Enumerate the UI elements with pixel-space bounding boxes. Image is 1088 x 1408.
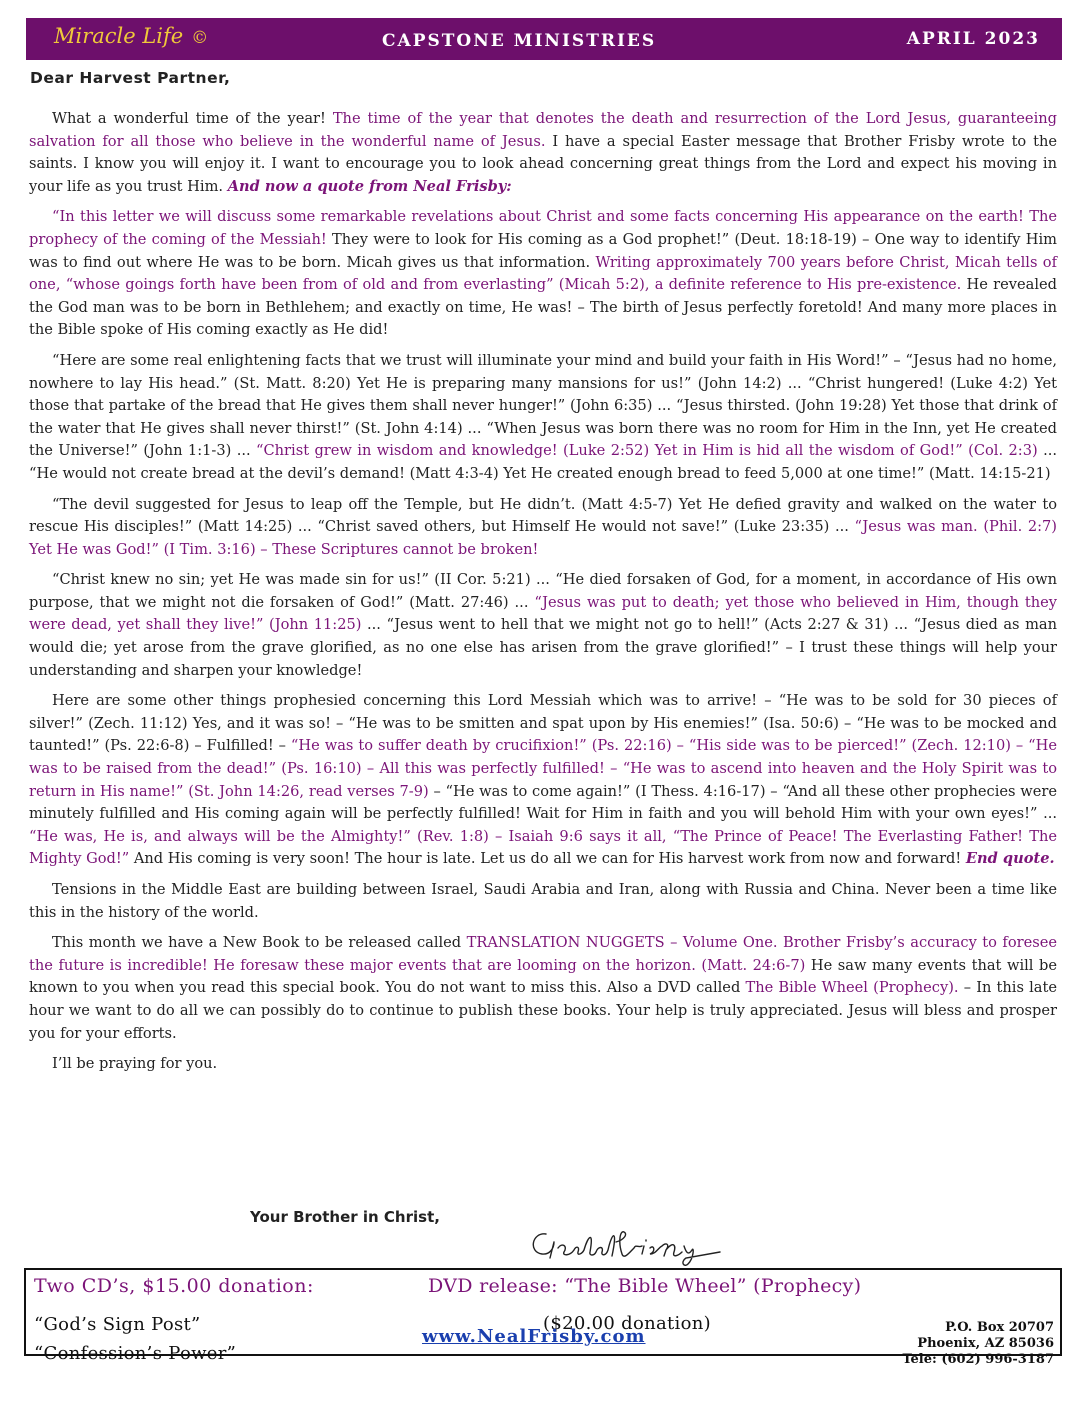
text: They were to look for His coming as a God prophet!” (Deut. 18:18-19) – One way to identify Him was to find out where He was to be born. Micah gives us that information.	[29, 230, 1057, 271]
copyright-symbol: ©	[191, 28, 209, 48]
highlight: “Christ grew in wisdom and knowledge! (Luke 2:52) Yet in Him is hid all the wisdom of God!” (Col. 2:3)	[256, 442, 1038, 460]
paragraph-6	[29, 690, 1057, 871]
letter-body	[29, 108, 1057, 1084]
highlight: Writing approximately 700 years before Christ, Micah tells of one, “whose goings forth have been from of old and from everlasting” (Micah 5:2), a definite reference to His pre-existence.	[29, 253, 1057, 294]
highlight: “Jesus was put to death; yet those who believed in Him, though they were dead, yet shall they live!” (John 11:25)	[29, 593, 1057, 634]
signature-image	[524, 1222, 724, 1266]
paragraph-9: I’ll be praying for you.	[52, 1055, 218, 1073]
text: “The devil suggested for Jesus to leap off the Temple, but He didn’t. (Matt 4:5-7) Yet He defied gravity and walked on the water to rescue His disciples!” (Matt 14:25) ... “Christ saved others, but Himself He would not save!” (Luke 23:35) ...	[29, 495, 1057, 536]
website-link[interactable]: www.NealFrisby.com	[422, 1326, 646, 1347]
quote-intro: And now a quote from Neal Frisby:	[227, 177, 512, 195]
mailing-address	[902, 1320, 1054, 1368]
greeting: Dear Harvest Partner,	[30, 69, 231, 87]
cd-title: “God’s Sign Post”	[34, 1314, 201, 1335]
brand-name: Miracle Life	[54, 24, 184, 48]
text: “Christ knew no sin; yet He was made sin for us!” (II Cor. 5:21) ... “He died forsaken of God, for a moment, in accordance of His own purpose, that we might not die forsaken of God!” (Matt. 27:46) ...	[29, 571, 1057, 611]
po-box: P.O. Box 20707	[945, 1320, 1054, 1335]
paragraph-5	[29, 569, 1057, 682]
paragraph-3	[29, 350, 1057, 486]
cd-title: “Confession’s Power”	[34, 1343, 237, 1364]
city-zip: Phoenix, AZ 85036	[917, 1336, 1054, 1351]
paragraph-8	[29, 932, 1057, 1045]
paragraph-2	[29, 206, 1057, 342]
end-quote: End quote.	[965, 850, 1055, 868]
masthead	[26, 18, 1062, 60]
dvd-offer-title: DVD release: “The Bible Wheel” (Prophecy)	[428, 1275, 862, 1297]
cds-offer-title: Two CD’s, $15.00 donation:	[34, 1275, 314, 1297]
highlight: “Jesus was man. (Phil. 2:7) Yet He was God!” (I Tim. 3:16) – These Scriptures cannot be broken!	[29, 518, 1058, 558]
text: ... “Jesus went to hell that we might not go to hell!” (Acts 2:27 & 31) ... “Jesus died as man would die; yet arose from the grave glorified, as no one else has arisen from the grave glorified!” – I trust these things will help your understanding and sharpen your knowledge!	[29, 616, 1058, 679]
organization-name: CAPSTONE MINISTRIES	[382, 31, 657, 51]
highlight: “He was to suffer death by crucifixion!” (Ps. 22:16) – “His side was to be pierced!” (Zech. 12:10) – “He was to be raised from the dead!” (Ps. 16:10) – All this was perfectly fulfilled! – “He was to ascend into heaven and the Holy Spirit was to return in His name!” (St. John 14:26, read verses 7-9)	[29, 737, 1057, 800]
highlight: “He was, He is, and always will be the Almighty!” (Rev. 1:8) – Isaiah 9:6 says it all, “The Prince of Peace! The Everlasting Father! The Mighty God!”	[29, 827, 1057, 868]
dvd-donation: ($20.00 donation)	[543, 1313, 711, 1334]
text: What a wonderful time of the year!	[52, 110, 333, 127]
closing: Your Brother in Christ,	[250, 1208, 440, 1226]
text: Here are some other things prophesied concerning this Lord Messiah which was to arrive! – “He was to be sold for 30 pieces of silver!” (Zech. 11:12) Yes, and it was so! – “He was to be smitten and spat upon by His enemies!” (Isa. 50:6) – “He was to be mocked and taunted!” (Ps. 22:6-8) – Fulfilled! –	[29, 692, 1057, 755]
paragraph-4	[29, 494, 1057, 562]
text: And His coming is very soon! The hour is late. Let us do all we can for His harvest work from now and forward!	[129, 850, 966, 868]
paragraph-7: Tensions in the Middle East are building between Israel, Saudi Arabia and Iran, along with Russia and China. Never been a time like this in the history of the world.	[29, 881, 1057, 921]
highlight: The time of the year that denotes the death and resurrection of the Lord Jesus, guaranteeing salvation for all those who believe in the wonderful name of Jesus.	[29, 110, 1057, 150]
phone-number: Tele: (602) 996-3187	[902, 1352, 1054, 1367]
text: He revealed the God man was to be born in Bethlehem; and exactly on time, He was! – The birth of Jesus perfectly foretold! And many more places in the Bible spoke of His coming exactly as He did!	[29, 276, 1058, 339]
text: – In this late hour we want to do all we can possibly do to continue to publish these books. Your help is truly appreciated. Jesus will bless and prosper you for your efforts.	[29, 979, 1058, 1042]
brand-logo	[54, 24, 208, 48]
text: – “He was to come again!” (I Thess. 4:16-17) – “And all these other prophecies were minutely fulfilled and His coming again will be perfectly fulfilled! Wait for Him in faith and you will behold Him with your own eyes!” ...	[29, 782, 1057, 823]
text: “Here are some real enlightening facts that we trust will illuminate your mind and build your faith in His Word!” – “Jesus had no home, nowhere to lay His head.” (St. Matt. 8:20) Yet He is preparing many mansions for us!” (John 14:2) ... “Christ hungered! (Luke 4:2) Yet those that partake of the bread that He gives them shall never hunger!” (John 6:35) ... “Jesus thirsted. (John 19:28) Yet those that drink of the water that He gives shall never thirst!” (St. John 4:14) ... “When Jesus was born there was no room for Him in the Inn, yet He created the Universe!” (John 1:1-3) ...	[29, 351, 1057, 460]
text: I have a special Easter message that Brother Frisby wrote to the saints. I know you will enjoy it. I want to encourage you to look ahead concerning great things from the Lord and expect his moving in your life as you trust Him.	[29, 132, 1057, 195]
highlight: TRANSLATION NUGGETS – Volume One. Brother Frisby’s accuracy to foresee the future is incredible! He foresaw these major events that are looming on the horizon. (Matt. 24:6-7)	[29, 934, 1057, 974]
text: ... “He would not create bread at the devil’s demand! (Matt 4:3-4) Yet He created enough bread to feed 5,000 at one time!” (Matt. 14:15-21)	[29, 442, 1058, 482]
text: He saw many events that will be known to you when you read this special book. You do not want to miss this. Also a DVD called	[29, 956, 1057, 997]
offer-box	[24, 1268, 1062, 1367]
text: This month we have a New Book to be released called	[52, 934, 467, 952]
paragraph-1	[29, 108, 1057, 198]
highlight: The Bible Wheel (Prophecy).	[745, 979, 959, 997]
highlight: “In this letter we will discuss some remarkable revelations about Christ and some facts concerning His appearance on the earth! The prophecy of the coming of the Messiah!	[29, 208, 1057, 248]
signature	[524, 1222, 724, 1270]
issue-date: APRIL 2023	[906, 29, 1040, 49]
